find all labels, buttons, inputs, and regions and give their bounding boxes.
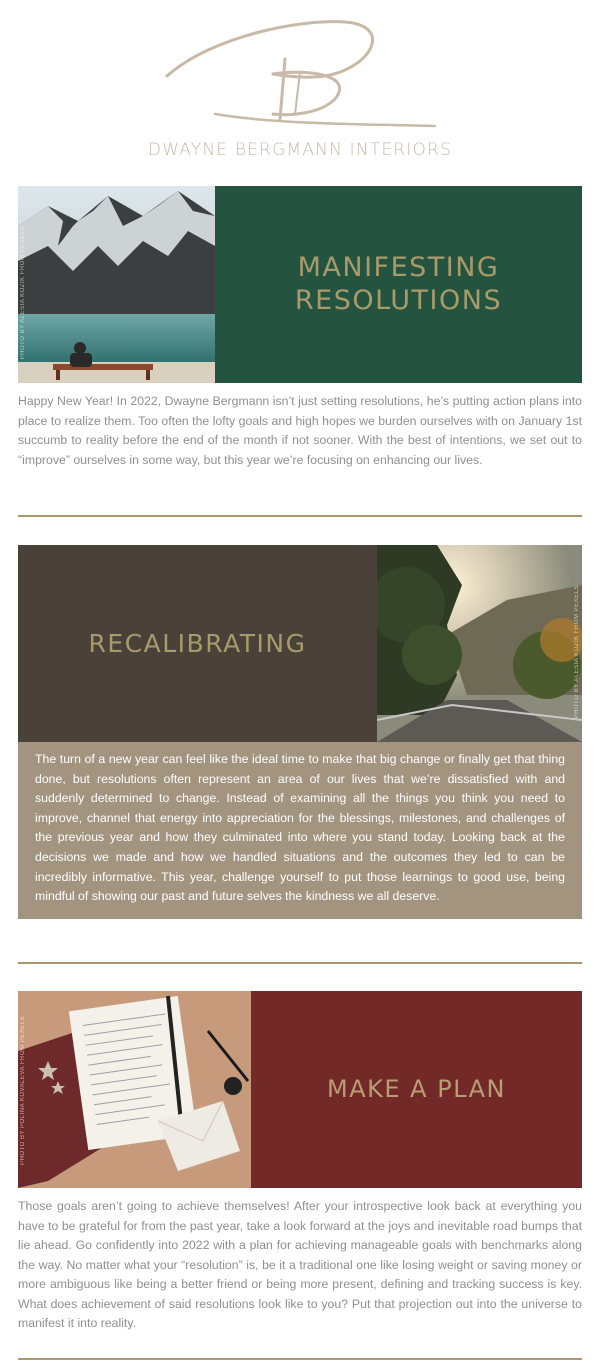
- photo-credit: PHOTO BY ALESIA KOZIK FROM PEXELS: [574, 585, 580, 719]
- brand-name: DWAYNE BERGMANN INTERIORS: [147, 140, 453, 160]
- section-divider: [18, 962, 582, 964]
- section-body-make-a-plan: Those goals aren’t going to achieve themselves! After your introspective look back at everything you have to be grateful for from the past year, take a look forward at the joys and inevitable road bumps that lie ahead. Go confidently into 2022 with a plan for achieving manageable goals with benchmarks along the way. No matter what your “resolution” is, be it a traditional one like losing weight or saving money or more ambiguous like being a better friend or being more present, defining and tracking success is key. What does achievement of said resolutions look like to you? Put that projection out into the universe to manifest it into reality.: [18, 1199, 582, 1330]
- header-logo: [0, 0, 600, 175]
- section-divider: [18, 1358, 582, 1360]
- title-line-1: MANIFESTING: [297, 252, 500, 284]
- road-trees-photo: [377, 545, 582, 742]
- section-body-manifesting: Happy New Year! In 2022, Dwayne Bergmann isn’t just setting resolutions, he’s putting action plans into place to realize them. Too often the lofty goals and high hopes we burden ourselves with on January 1st succumb to reality before the end of the month if not sooner. With the best of intentions, we set out to “improve” ourselves in some way, but this year we’re focusing on enhancing our lives.: [18, 394, 582, 467]
- section-title-make-a-plan: MAKE A PLAN: [251, 991, 582, 1188]
- section-title-manifesting: [215, 186, 582, 383]
- mountain-lake-photo: [18, 186, 215, 383]
- photo-credit: PHOTO BY POLINA KOVALEVA FROM PEXELS: [20, 1016, 26, 1165]
- section-divider: [18, 515, 582, 517]
- planner-notebook-photo: [18, 991, 251, 1188]
- db-monogram-icon: [155, 14, 445, 139]
- section-title-recalibrating: RECALIBRATING: [18, 545, 377, 742]
- photo-credit: PHOTO BY ALESIA KOZIK FROM PEXELS: [20, 226, 26, 360]
- title-line-2: RESOLUTIONS: [294, 284, 503, 316]
- section-body-recalibrating: The turn of a new year can feel like the ideal time to make that big change or finally get that thing done, but resolutions often represent an area of our lives that we’re dissatisfied with and suddenly determined to change. Instead of examining all the things you think you need to improve, channel that energy into appreciation for the blessings, milestones, and challenges of the previous year and how they culminated into where you stand today. Looking back at the decisions we made and how we handled situations and the outcomes they led to can be incredibly informative. This year, challenge yourself to put those learnings to good use, being mindful of showing our past and future selves the kindness we all deserve.: [18, 742, 582, 919]
